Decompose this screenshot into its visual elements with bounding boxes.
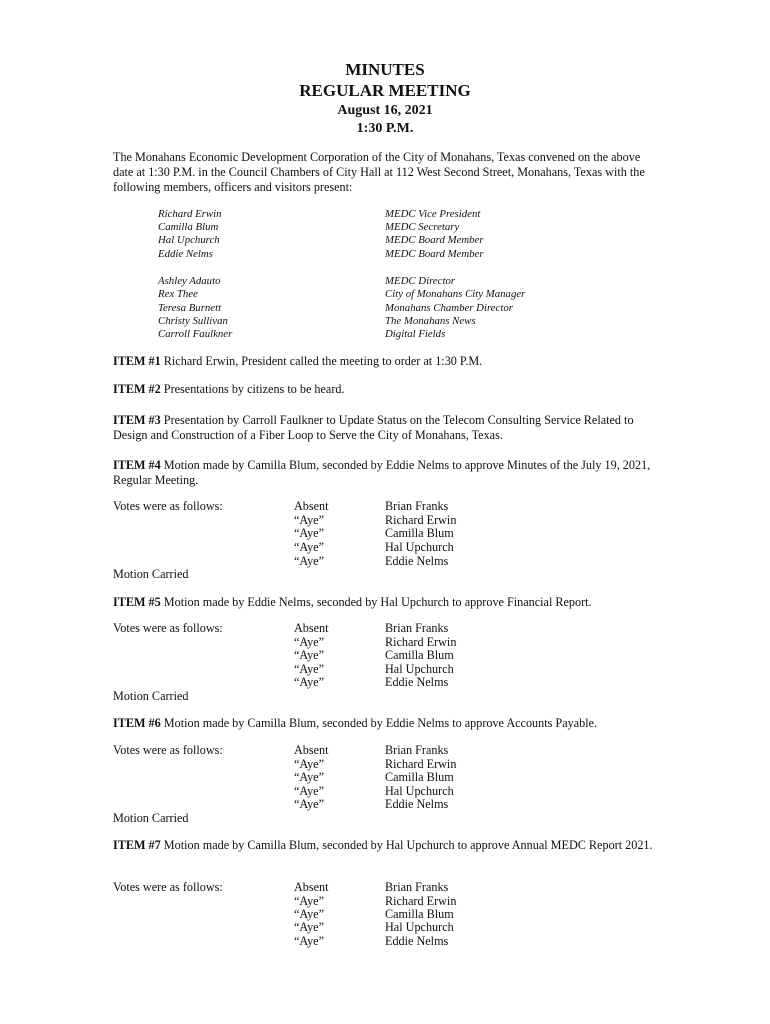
- vote-member: Camilla Blum: [385, 526, 454, 540]
- visitor-name: Carroll Faulkner: [158, 328, 233, 340]
- vote-value: “Aye”: [294, 757, 325, 771]
- item-text: Richard Erwin, President called the meeting to order at 1:30 P.M.: [160, 354, 483, 368]
- vote-value: “Aye”: [294, 934, 325, 948]
- vote-value: Absent: [294, 621, 329, 635]
- vote-member: Camilla Blum: [385, 907, 454, 921]
- vote-member: Brian Franks: [385, 880, 449, 894]
- agenda-item-2: [113, 382, 663, 397]
- visitor-name: Christy Sullivan: [158, 315, 228, 327]
- motion-carried: Motion Carried: [113, 567, 189, 581]
- member-name: Camilla Blum: [158, 221, 219, 233]
- member-name: Eddie Nelms: [158, 248, 213, 260]
- meeting-time: 1:30 P.M.: [356, 121, 414, 136]
- visitor-role: Monahans Chamber Director: [385, 302, 513, 314]
- vote-member: Hal Upchurch: [385, 784, 454, 798]
- vote-value: “Aye”: [294, 894, 325, 908]
- agenda-item-7: [113, 838, 663, 853]
- intro-paragraph: The Monahans Economic Development Corporation of the City of Monahans, Texas convened on the above date at 1:30 P.M. in the Council Chambers of City Hall at 112 West Second Street, Monahans, Texas with the following members, officers and visitors present:: [113, 150, 645, 194]
- votes-label: Votes were as follows:: [113, 499, 223, 513]
- motion-carried: Motion Carried: [113, 689, 189, 703]
- vote-value: Absent: [294, 880, 329, 894]
- vote-value: Absent: [294, 499, 329, 513]
- meeting-date: August 16, 2021: [337, 103, 433, 118]
- item-label: ITEM #3: [113, 413, 161, 427]
- vote-value: “Aye”: [294, 770, 325, 784]
- item-label: ITEM #5: [113, 595, 161, 609]
- item-label: ITEM #6: [113, 716, 161, 730]
- vote-member: Brian Franks: [385, 743, 449, 757]
- vote-value: “Aye”: [294, 907, 325, 921]
- agenda-item-1: [113, 354, 663, 369]
- vote-value: “Aye”: [294, 635, 325, 649]
- vote-member: Camilla Blum: [385, 770, 454, 784]
- item-text: Motion made by Camilla Blum, seconded by Hal Upchurch to approve Annual MEDC Report 2021.: [160, 838, 653, 852]
- doc-title: MINUTES: [345, 60, 425, 79]
- vote-member: Hal Upchurch: [385, 540, 454, 554]
- vote-value: “Aye”: [294, 797, 325, 811]
- vote-member: Eddie Nelms: [385, 675, 449, 689]
- item-text: Motion made by Eddie Nelms, seconded by Hal Upchurch to approve Financial Report.: [160, 595, 592, 609]
- item-text: Motion made by Camilla Blum, seconded by Eddie Nelms to approve Minutes of the July 19, 2021, Regular Meeting.: [113, 458, 651, 487]
- member-role: MEDC Board Member: [385, 234, 484, 246]
- agenda-item-6: [113, 716, 663, 731]
- vote-member: Brian Franks: [385, 499, 449, 513]
- vote-member: Hal Upchurch: [385, 662, 454, 676]
- agenda-item-5: [113, 595, 663, 610]
- vote-value: “Aye”: [294, 513, 325, 527]
- visitor-role: The Monahans News: [385, 315, 476, 327]
- vote-member: Brian Franks: [385, 621, 449, 635]
- visitor-role: City of Monahans City Manager: [385, 288, 526, 300]
- vote-member: Richard Erwin: [385, 635, 457, 649]
- vote-value: “Aye”: [294, 784, 325, 798]
- vote-member: Eddie Nelms: [385, 554, 449, 568]
- votes-label: Votes were as follows:: [113, 743, 223, 757]
- vote-member: Richard Erwin: [385, 757, 457, 771]
- vote-value: “Aye”: [294, 675, 325, 689]
- member-role: MEDC Board Member: [385, 248, 484, 260]
- vote-value: “Aye”: [294, 526, 325, 540]
- member-name: Hal Upchurch: [158, 234, 220, 246]
- item-label: ITEM #7: [113, 838, 161, 852]
- item-text: Presentation by Carroll Faulkner to Update Status on the Telecom Consulting Service Related to Design and Construction of a Fiber Loop to Serve the City of Monahans, Texas.: [113, 413, 634, 442]
- vote-member: Hal Upchurch: [385, 920, 454, 934]
- vote-member: Camilla Blum: [385, 648, 454, 662]
- votes-label: Votes were as follows:: [113, 880, 223, 894]
- item-label: ITEM #2: [113, 382, 161, 396]
- vote-value: “Aye”: [294, 920, 325, 934]
- motion-carried: Motion Carried: [113, 811, 189, 825]
- item-text: Presentations by citizens to be heard.: [160, 382, 345, 396]
- votes-label: Votes were as follows:: [113, 621, 223, 635]
- visitor-name: Rex Thee: [158, 288, 198, 300]
- visitor-role: Digital Fields: [385, 328, 446, 340]
- vote-member: Eddie Nelms: [385, 797, 449, 811]
- visitor-name: Ashley Adauto: [158, 275, 221, 287]
- vote-value: “Aye”: [294, 554, 325, 568]
- member-role: MEDC Vice President: [385, 208, 481, 220]
- visitor-role: MEDC Director: [385, 275, 456, 287]
- member-name: Richard Erwin: [158, 208, 222, 220]
- vote-value: “Aye”: [294, 540, 325, 554]
- doc-subtitle: REGULAR MEETING: [299, 81, 471, 100]
- item-label: ITEM #4: [113, 458, 161, 472]
- visitor-name: Teresa Burnett: [158, 302, 222, 314]
- vote-value: Absent: [294, 743, 329, 757]
- agenda-item-4: [113, 458, 663, 488]
- member-role: MEDC Secretary: [385, 221, 460, 233]
- vote-member: Eddie Nelms: [385, 934, 449, 948]
- item-text: Motion made by Camilla Blum, seconded by Eddie Nelms to approve Accounts Payable.: [160, 716, 598, 730]
- agenda-item-3: [113, 413, 663, 443]
- vote-value: “Aye”: [294, 662, 325, 676]
- item-label: ITEM #1: [113, 354, 161, 368]
- vote-member: Richard Erwin: [385, 513, 457, 527]
- vote-value: “Aye”: [294, 648, 325, 662]
- vote-member: Richard Erwin: [385, 894, 457, 908]
